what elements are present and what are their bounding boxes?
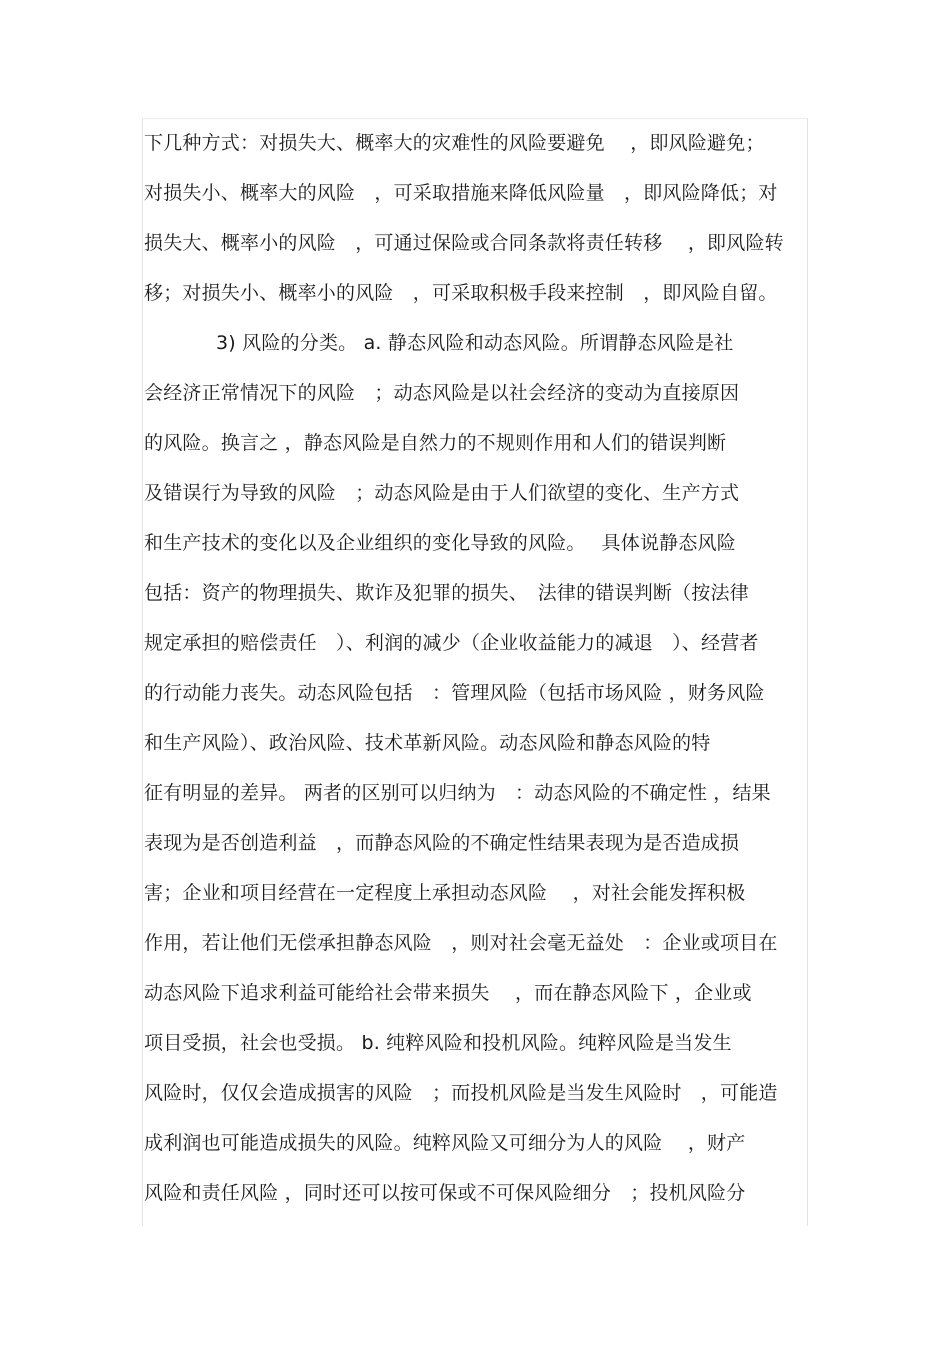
- text-line: 和生产风险）、政治风险、技术革新风险。动态风险和静态风险的特: [144, 732, 711, 754]
- document-body: [144, 118, 808, 1218]
- text-line: 成利润也可能造成损失的风险。纯粹风险又可细分为人的风险 ，财产: [144, 1132, 746, 1154]
- paragraph-start-line: 3) 风险的分类。 a. 静态风险和动态风险。所谓静态风险是社: [216, 332, 734, 354]
- text-line: 动态风险下追求利益可能给社会带来损失 ，而在静态风险下 ，企业或: [144, 982, 752, 1004]
- text-line: 规定承担的赔偿责任 ）、利润的减少（企业收益能力的减退 ）、经营者: [144, 632, 759, 654]
- text-line: 项目受损，社会也受损。 b. 纯粹风险和投机风险。纯粹风险是当发生: [144, 1032, 732, 1054]
- text-line: 包括：资产的物理损失、欺诈及犯罪的损失、 法律的错误判断（按法律: [144, 582, 749, 604]
- text-line: 表现为是否创造利益 ，而静态风险的不确定性结果表现为是否造成损: [144, 832, 740, 854]
- text-line: 对损失小、概率大的风险 ，可采取措施来降低风险量 ，即风险降低；对: [144, 182, 778, 204]
- text-line: 下几种方式：对损失大、概率大的灾难性的风险要避免 ，即风险避免；: [144, 132, 765, 154]
- text-line: 作用，若让他们无偿承担静态风险 ，则对社会毫无益处 ：企业或项目在: [144, 932, 778, 954]
- text-line: 和生产技术的变化以及企业组织的变化导致的风险。 具体说静态风险: [144, 532, 736, 554]
- text-line: 征有明显的差异。 两者的区别可以归纳为 ：动态风险的不确定性 ，结果: [144, 782, 771, 804]
- text-line: 及错误行为导致的风险 ；动态风险是由于人们欲望的变化、生产方式: [144, 482, 740, 504]
- text-line: 风险和责任风险 ，同时还可以按可保或不可保风险细分 ；投机风险分: [144, 1182, 746, 1204]
- text-line: 害；企业和项目经营在一定程度上承担动态风险 ，对社会能发挥积极: [144, 882, 746, 904]
- text-line: 的行动能力丧失。动态风险包括 ：管理风险（包括市场风险 ，财务风险: [144, 682, 765, 704]
- text-line: 损失大、概率小的风险 ，可通过保险或合同条款将责任转移 ，即风险转: [144, 232, 784, 254]
- text-line: 会经济正常情况下的风险 ；动态风险是以社会经济的变动为直接原因: [144, 382, 740, 404]
- text-line: 的风险。换言之 ，静态风险是自然力的不规则作用和人们的错误判断: [144, 432, 727, 454]
- text-line: 移；对损失小、概率小的风险 ，可采取积极手段来控制 ，即风险自留。: [144, 282, 778, 304]
- text-line: 风险时，仅仅会造成损害的风险 ；而投机风险是当发生风险时 ，可能造: [144, 1082, 778, 1104]
